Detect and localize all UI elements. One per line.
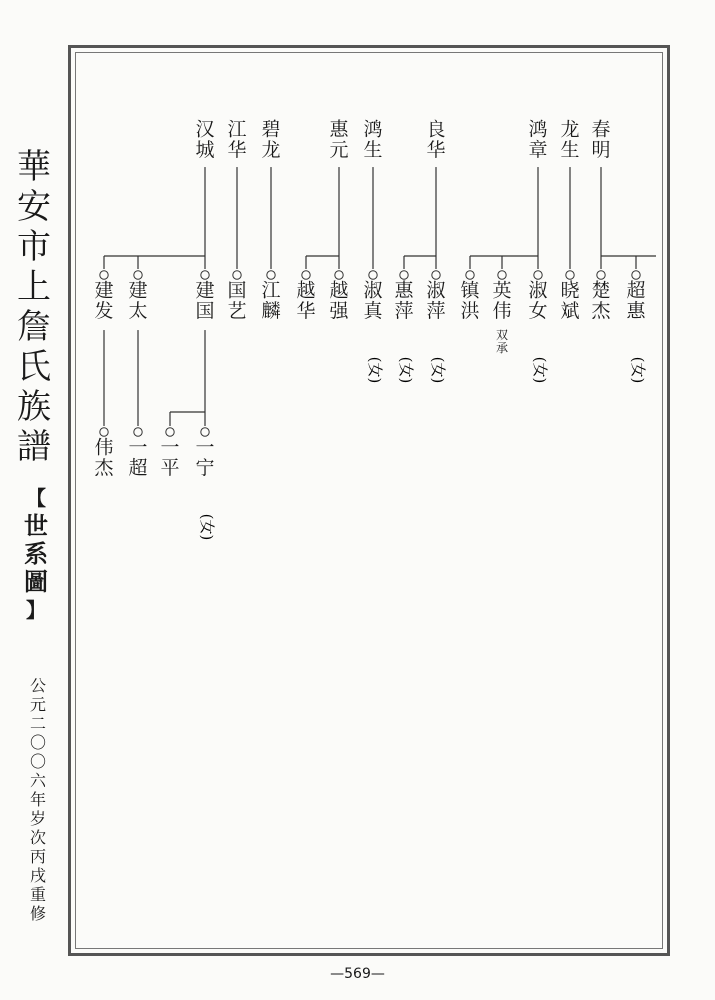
- svg-text:汉: 汉: [195, 118, 215, 141]
- svg-text:发: 发: [94, 300, 114, 323]
- person-name: [195, 437, 214, 480]
- svg-text:平: 平: [160, 457, 180, 480]
- svg-text:宁: 宁: [195, 457, 215, 480]
- person-marker: [400, 271, 408, 279]
- person-marker: [498, 271, 506, 279]
- person-marker: [166, 428, 174, 436]
- genealogy-title: 華 安 市 上 詹 氏 族 譜: [17, 147, 51, 467]
- parent-name: [195, 119, 214, 162]
- gender-note: (女): [530, 356, 549, 384]
- person-name: [591, 280, 611, 323]
- svg-text:一: 一: [128, 436, 148, 459]
- svg-text:江: 江: [227, 118, 247, 141]
- svg-text:承: 承: [495, 340, 509, 355]
- svg-text:华: 华: [296, 300, 316, 323]
- parent-name: [528, 119, 547, 162]
- person-marker: [466, 271, 474, 279]
- svg-text:伟: 伟: [492, 300, 512, 323]
- person-name: [227, 280, 246, 323]
- svg-text:惠: 惠: [626, 300, 646, 323]
- svg-text:建: 建: [195, 279, 215, 302]
- parent-name: [227, 119, 246, 162]
- svg-text:国: 国: [227, 279, 247, 302]
- person-name: [626, 280, 646, 323]
- svg-text:龙: 龙: [261, 139, 281, 162]
- person-name: [195, 280, 214, 323]
- svg-text:国: 国: [195, 300, 215, 323]
- svg-text:一: 一: [195, 436, 215, 459]
- person-marker: [597, 271, 605, 279]
- svg-text:一: 一: [160, 436, 180, 459]
- svg-text:萍: 萍: [394, 300, 414, 323]
- person-marker: [134, 271, 142, 279]
- person-name: [492, 280, 511, 323]
- svg-text:麟: 麟: [261, 300, 281, 323]
- person-name: [160, 437, 179, 480]
- svg-text:章: 章: [528, 139, 548, 162]
- person-marker: [100, 428, 108, 436]
- svg-text:良: 良: [426, 118, 446, 141]
- svg-text:真: 真: [363, 300, 383, 323]
- parent-name: [329, 119, 349, 162]
- gender-note: (女): [396, 356, 415, 384]
- person-name: [560, 280, 579, 323]
- svg-text:鸿: 鸿: [528, 118, 548, 141]
- section-label-text: 世 系 圖: [24, 511, 48, 596]
- person-marker: [233, 271, 241, 279]
- svg-text:龙: 龙: [560, 118, 580, 141]
- parent-name: [591, 119, 610, 162]
- person-marker: [369, 271, 377, 279]
- svg-text:元: 元: [329, 139, 349, 162]
- svg-text:双: 双: [495, 327, 509, 342]
- svg-text:城: 城: [195, 139, 215, 162]
- svg-text:华: 华: [426, 139, 446, 162]
- gender-note: (女): [428, 356, 447, 384]
- person-marker: [432, 271, 440, 279]
- svg-text:碧: 碧: [261, 118, 281, 141]
- svg-text:强: 强: [329, 300, 349, 323]
- svg-text:杰: 杰: [94, 457, 114, 480]
- svg-text:生: 生: [363, 139, 383, 162]
- person-marker: [267, 271, 275, 279]
- svg-text:杰: 杰: [591, 300, 611, 323]
- person-marker: [302, 271, 310, 279]
- svg-text:镇: 镇: [460, 279, 480, 302]
- svg-text:春: 春: [591, 118, 611, 141]
- svg-text:惠: 惠: [329, 118, 349, 141]
- svg-text:超: 超: [128, 457, 148, 480]
- svg-text:斌: 斌: [560, 300, 580, 323]
- person-name: [261, 280, 280, 323]
- person-marker: [134, 428, 142, 436]
- svg-text:英: 英: [492, 279, 512, 302]
- person-marker: [335, 271, 343, 279]
- svg-text:越: 越: [329, 279, 349, 302]
- person-marker: [201, 428, 209, 436]
- svg-text:女: 女: [528, 300, 548, 323]
- svg-text:建: 建: [128, 279, 148, 302]
- person-name: [94, 280, 113, 323]
- svg-text:淑: 淑: [363, 279, 383, 302]
- parent-name: [363, 119, 382, 162]
- gender-note: (女): [197, 513, 216, 541]
- svg-text:萍: 萍: [426, 300, 446, 323]
- page-number: —569—: [330, 966, 385, 982]
- person-marker: [632, 271, 640, 279]
- person-name: [94, 437, 114, 480]
- bracket-close: 】: [26, 598, 46, 622]
- svg-text:江: 江: [261, 279, 281, 302]
- person-name: [426, 280, 445, 323]
- svg-text:鸿: 鸿: [363, 118, 383, 141]
- svg-text:华: 华: [227, 139, 247, 162]
- person-name: [128, 437, 147, 480]
- svg-text:晓: 晓: [560, 279, 580, 302]
- person-name: [460, 280, 481, 323]
- svg-text:明: 明: [591, 139, 611, 162]
- gender-note: (女): [628, 356, 647, 384]
- svg-text:惠: 惠: [394, 279, 414, 302]
- revision-date: 公 元 二 〇 〇 六 年 岁 次 丙 戌 重 修: [29, 676, 46, 923]
- lineage-note: [496, 328, 508, 355]
- svg-text:洪: 洪: [460, 300, 480, 323]
- svg-text:生: 生: [560, 139, 580, 162]
- person-name: [394, 280, 414, 323]
- svg-text:太: 太: [128, 300, 148, 323]
- person-name: [128, 280, 147, 323]
- person-marker: [534, 271, 542, 279]
- person-name: [528, 280, 547, 323]
- svg-text:淑: 淑: [426, 279, 446, 302]
- svg-text:建: 建: [94, 279, 114, 302]
- svg-text:越: 越: [296, 279, 316, 302]
- parent-name: [426, 119, 445, 162]
- person-marker: [201, 271, 209, 279]
- person-name: [329, 280, 349, 323]
- person-marker: [566, 271, 574, 279]
- svg-text:淑: 淑: [528, 279, 548, 302]
- parent-name: [560, 119, 579, 162]
- person-marker: [100, 271, 108, 279]
- svg-text:艺: 艺: [227, 300, 247, 323]
- parent-name: [261, 119, 280, 162]
- svg-text:楚: 楚: [591, 279, 611, 302]
- bracket-open: 【: [26, 486, 46, 510]
- person-name: [363, 280, 383, 323]
- svg-text:超: 超: [626, 279, 646, 302]
- gender-note: (女): [365, 356, 384, 384]
- svg-text:伟: 伟: [94, 436, 114, 459]
- person-name: [296, 280, 315, 323]
